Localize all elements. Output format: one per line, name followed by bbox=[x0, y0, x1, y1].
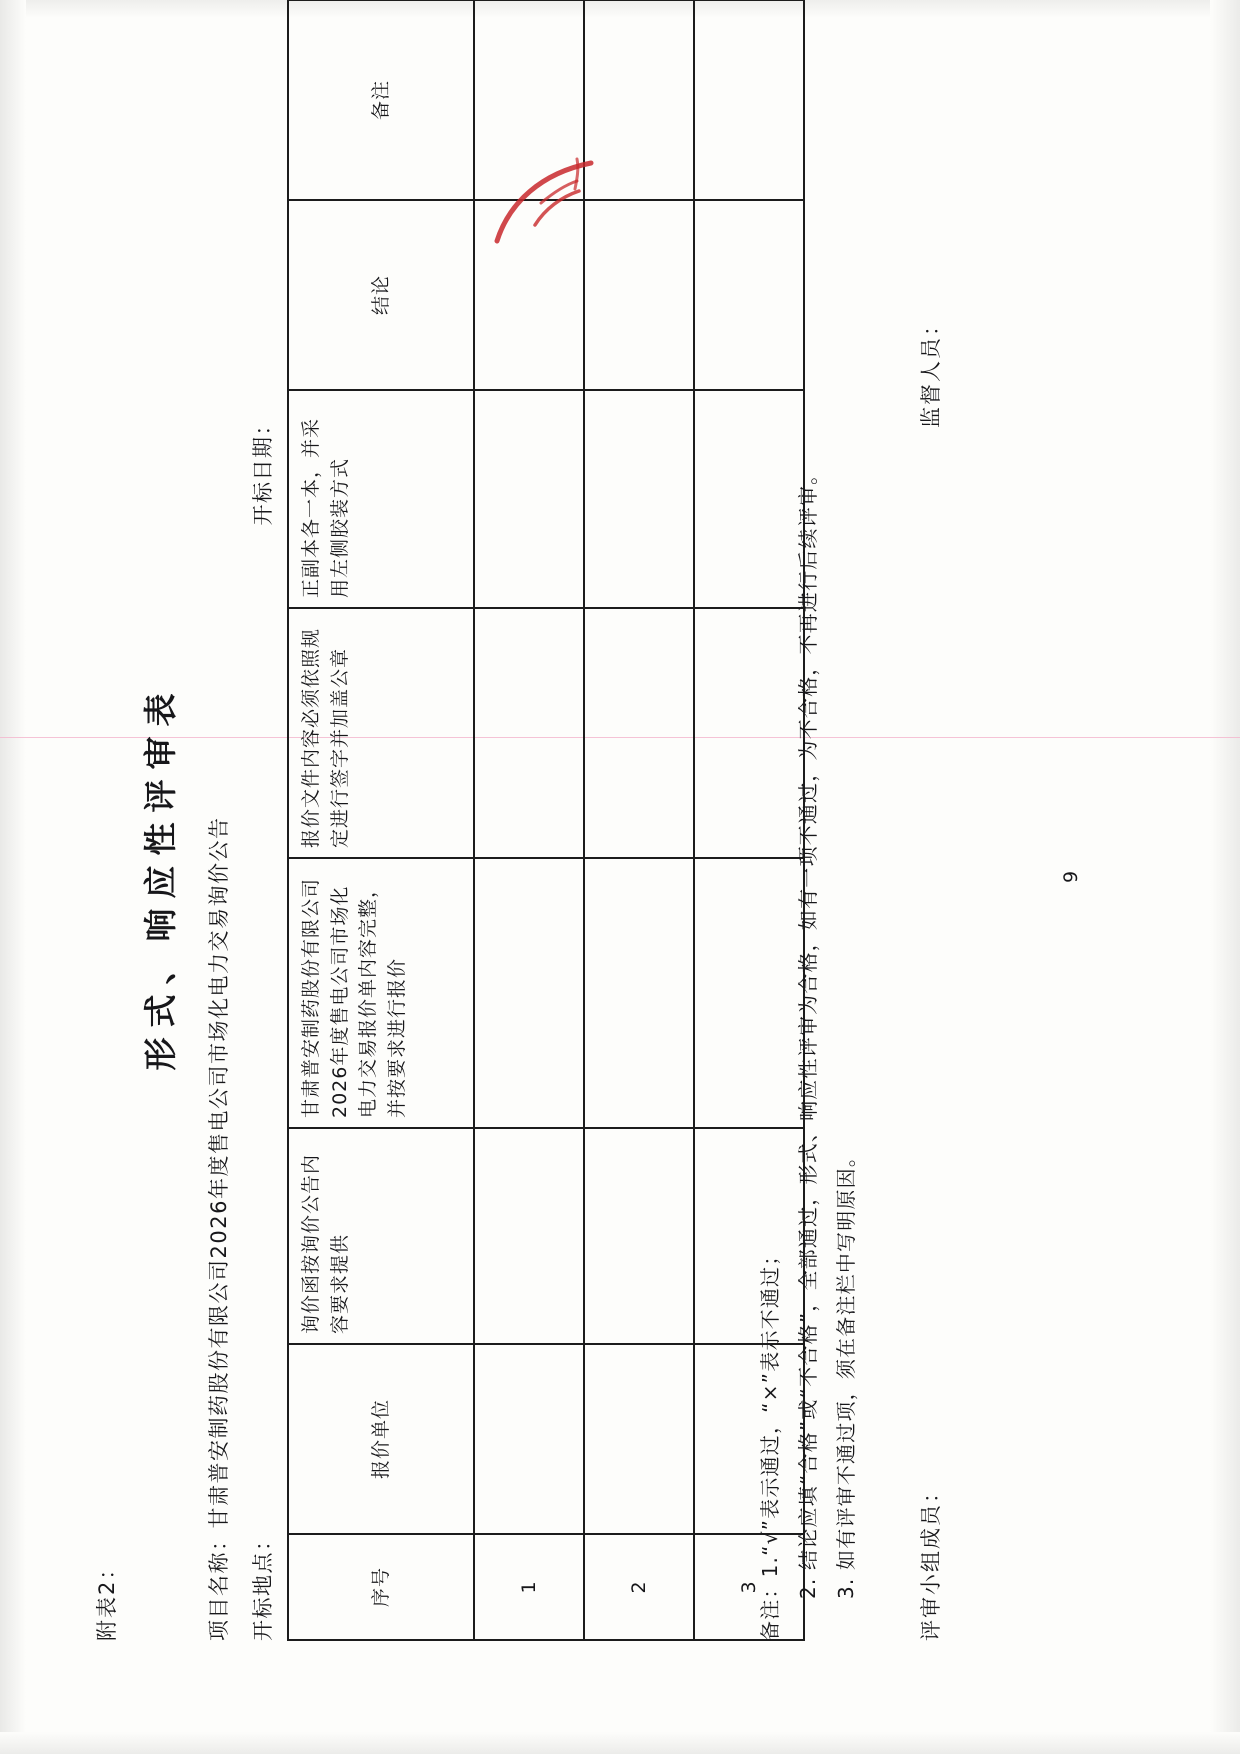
supervisor-signature-label: 监督人员： bbox=[919, 313, 943, 428]
cell-conclusion[interactable] bbox=[694, 200, 804, 390]
table-header-row bbox=[288, 0, 474, 1640]
cell-remark[interactable] bbox=[584, 0, 694, 200]
meta-row bbox=[247, 113, 277, 1641]
project-name: 项目名称：甘肃普安制药股份有限公司2026年度售电公司市场化电力交易询价公告 bbox=[207, 816, 231, 1641]
cell-requirement-2[interactable] bbox=[474, 858, 584, 1128]
col-header-index: 序号 bbox=[288, 1534, 474, 1640]
cell-unit[interactable] bbox=[584, 1344, 694, 1534]
notes-item-1: 1.“√”表示通过，“×”表示不通过； bbox=[758, 1244, 782, 1578]
open-place-label: 开标地点： bbox=[251, 1528, 275, 1641]
open-date-label: 开标日期： bbox=[251, 413, 275, 526]
notes-item-3: 3. 如有评审不通过项，须在备注栏中写明原因。 bbox=[834, 1145, 858, 1599]
scan-edge-bottom bbox=[0, 1732, 1240, 1754]
col-header-requirement-2: 甘肃普安制药股份有限公司2026年度售电公司市场化电力交易报价单内容完整，并按要求进行报价 bbox=[288, 858, 474, 1128]
attachment-label: 附表2： bbox=[95, 1556, 119, 1641]
notes-line-1 bbox=[751, 464, 789, 1641]
cell-requirement-3[interactable] bbox=[584, 608, 694, 858]
cell-requirement-1[interactable] bbox=[584, 1128, 694, 1344]
notes-block bbox=[751, 464, 865, 1641]
cell-remark[interactable] bbox=[694, 0, 804, 200]
scan-edge-left bbox=[0, 0, 26, 1754]
col-header-requirement-4: 正副本各一本，并采用左侧胶装方式 bbox=[288, 390, 474, 608]
cell-requirement-4[interactable] bbox=[584, 390, 694, 608]
cell-requirement-1[interactable] bbox=[474, 1128, 584, 1344]
page-number: 9 bbox=[1060, 870, 1082, 884]
notes-title: 备注： bbox=[758, 1577, 782, 1641]
table-row bbox=[584, 0, 694, 1640]
cell-remark[interactable] bbox=[474, 0, 584, 200]
cell-conclusion[interactable] bbox=[584, 200, 694, 390]
cell-index: 2 bbox=[584, 1534, 694, 1640]
document-body bbox=[75, 77, 1165, 1677]
committee-signature-label: 评审小组成员： bbox=[919, 1480, 943, 1641]
col-header-unit: 报价单位 bbox=[288, 1344, 474, 1534]
page-title: 形式、响应性评审表 bbox=[141, 683, 180, 1071]
col-header-remark: 备注 bbox=[288, 0, 474, 200]
cell-requirement-2[interactable] bbox=[584, 858, 694, 1128]
cell-requirement-3[interactable] bbox=[474, 608, 584, 858]
signature-row bbox=[915, 113, 945, 1641]
table-header bbox=[288, 0, 474, 1640]
cell-index: 3 bbox=[694, 1534, 804, 1640]
cell-unit[interactable] bbox=[474, 1344, 584, 1534]
scan-edge-right bbox=[1210, 0, 1240, 1754]
col-header-requirement-3: 报价文件内容必须依照规定进行签字并加盖公章 bbox=[288, 608, 474, 858]
evaluation-table bbox=[287, 0, 805, 1641]
col-header-requirement-1: 询价函按询价公告内容要求提供 bbox=[288, 1128, 474, 1344]
col-header-conclusion: 结论 bbox=[288, 200, 474, 390]
rotated-document-area bbox=[75, 77, 1165, 1677]
cell-requirement-4[interactable] bbox=[474, 390, 584, 608]
cell-conclusion[interactable] bbox=[474, 200, 584, 390]
cell-index: 1 bbox=[474, 1534, 584, 1640]
notes-item-2: 2. 结论应填“合格”或“不合格”，全部通过，形式、响应性评审为合格，如有一项不通过，为不合格，不再进行后续评审。 bbox=[796, 463, 820, 1599]
table-row bbox=[474, 0, 584, 1640]
